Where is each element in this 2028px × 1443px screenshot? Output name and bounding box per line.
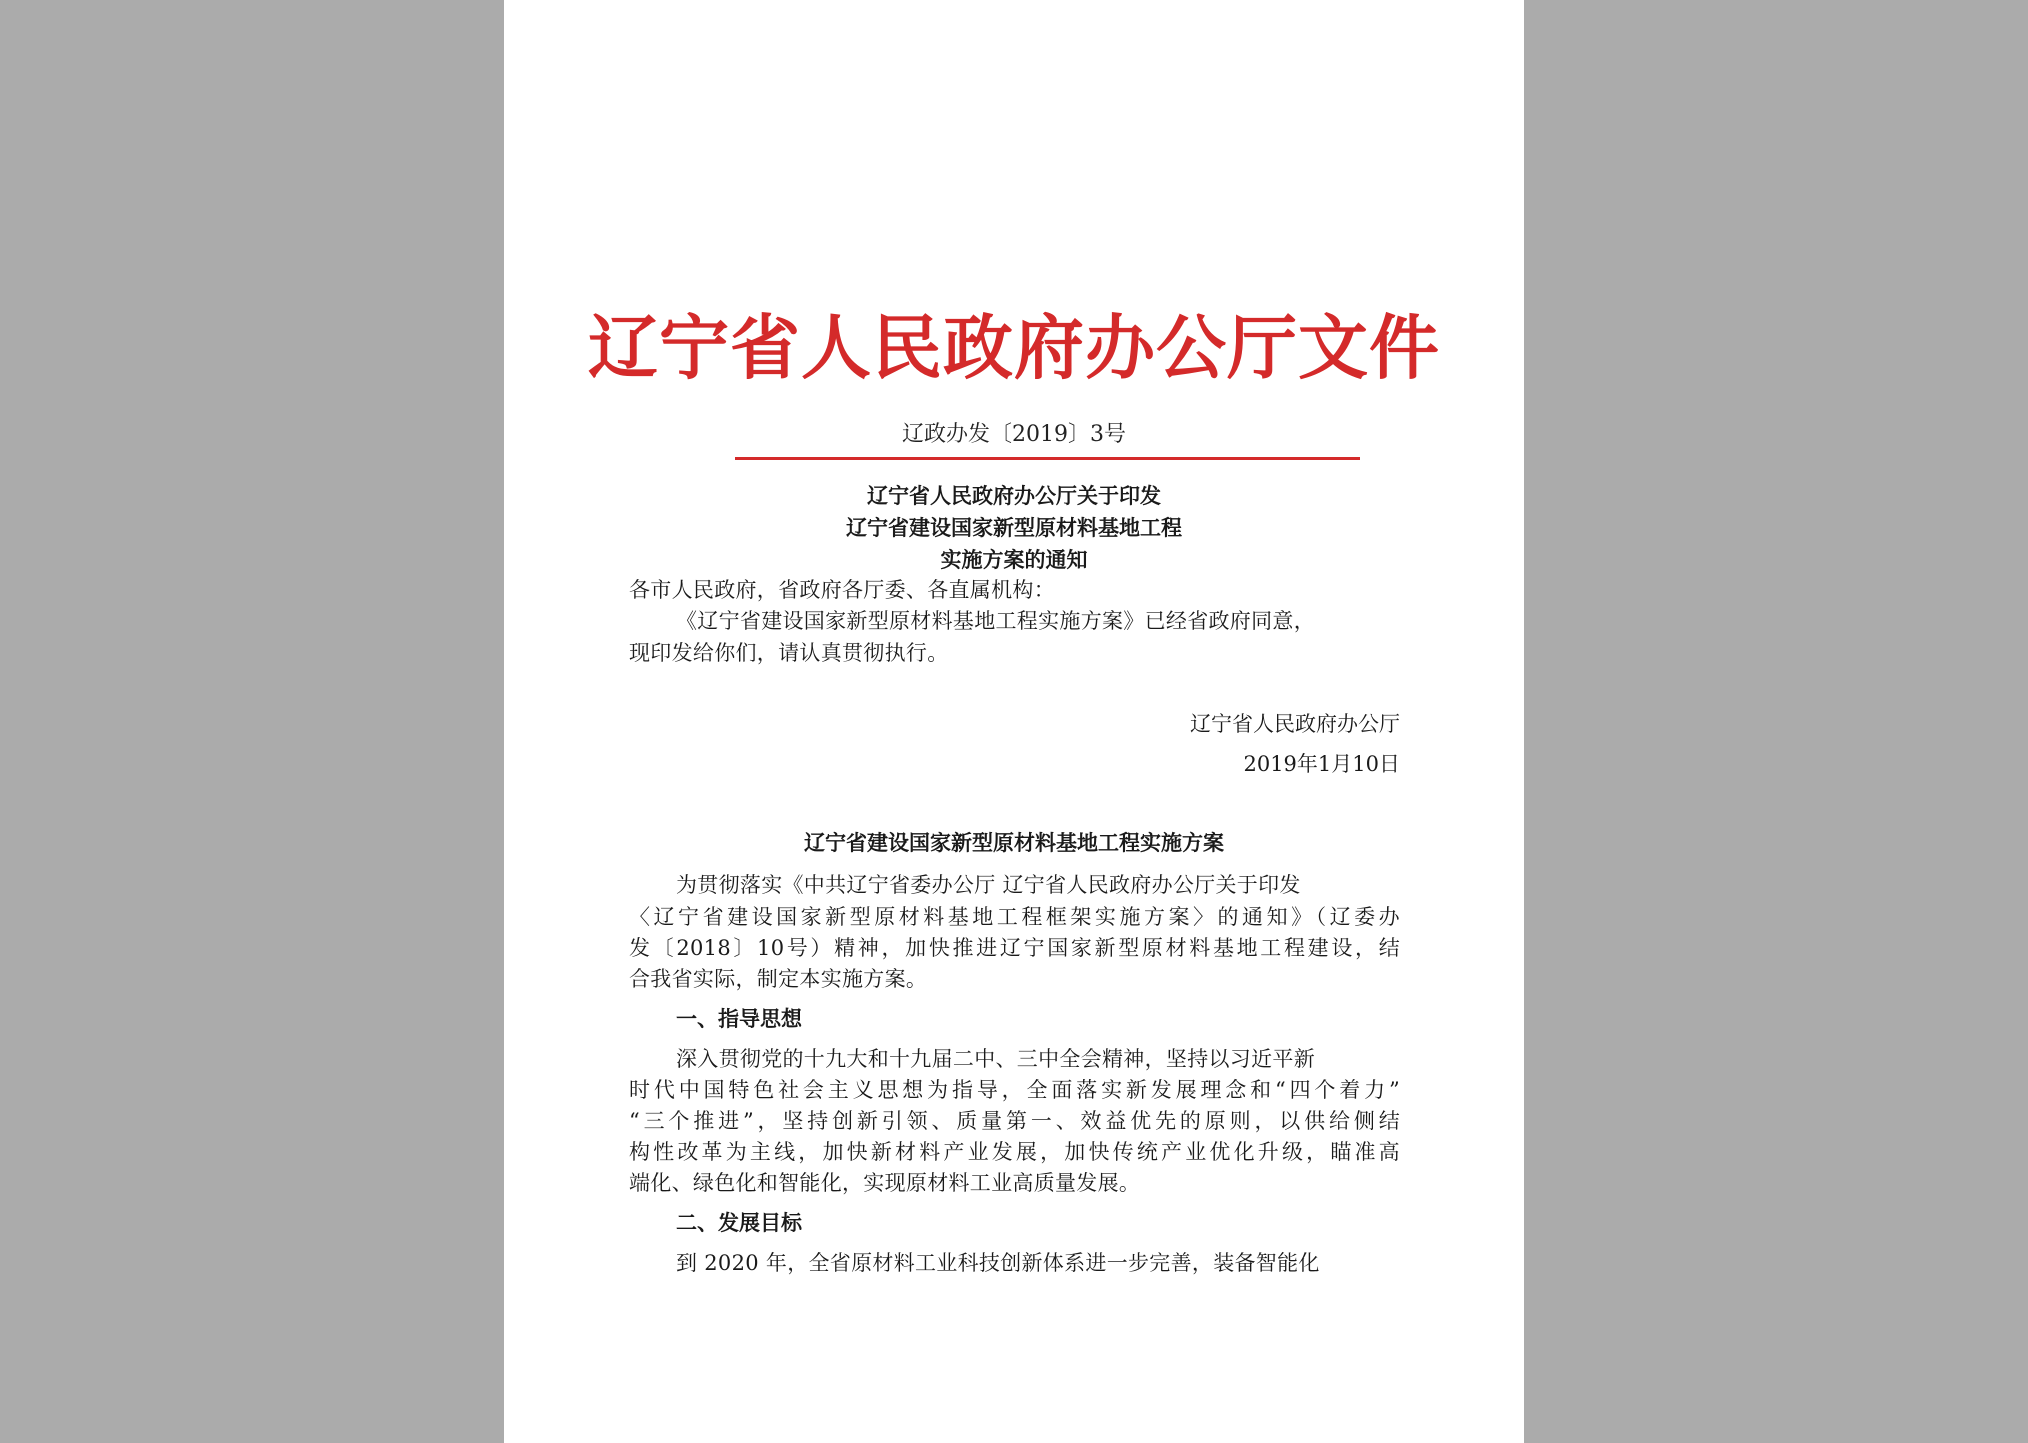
- salutation: 各市人民政府，省政府各厅委、各直属机构：: [629, 578, 1055, 602]
- notice-title-line-1: 辽宁省人民政府办公厅关于印发: [867, 484, 1161, 508]
- section-1-heading: 一、指导思想: [676, 1007, 802, 1031]
- section-1-line-1: 深入贯彻党的十九大和十九届二中、三中全会精神，坚持以习近平新: [676, 1047, 1315, 1071]
- section-1-line-5: 端化、绿色化和智能化，实现原材料工业高质量发展。: [629, 1171, 1141, 1195]
- intro-line-3: 发〔2018〕10号）精神，加快推进辽宁国家新型原材料基地工程建设，结: [629, 936, 1400, 960]
- notice-body-line-1: 《辽宁省建设国家新型原材料基地工程实施方案》已经省政府同意，: [676, 609, 1315, 633]
- section-1-line-4: 构性改革为主线，加快新材料产业发展，加快传统产业优化升级，瞄准高: [629, 1140, 1400, 1164]
- section-1-line-3: “三个推进”，坚持创新引领、质量第一、效益优先的原则，以供给侧结: [629, 1109, 1400, 1133]
- red-divider-line: [735, 457, 1360, 460]
- notice-body-line-2: 现印发给你们，请认真贯彻执行。: [629, 641, 949, 665]
- document-page: [504, 0, 1524, 1443]
- notice-title-line-2: 辽宁省建设国家新型原材料基地工程: [846, 516, 1182, 540]
- masthead-title: 辽宁省人民政府办公厅文件: [588, 307, 1440, 389]
- document-number: 辽政办发〔2019〕3号: [902, 422, 1126, 447]
- intro-line-4: 合我省实际，制定本实施方案。: [629, 967, 928, 991]
- section-2-line-1: 到 2020 年，全省原材料工业科技创新体系进一步完善，装备智能化: [676, 1251, 1320, 1275]
- notice-title-line-3: 实施方案的通知: [940, 548, 1088, 572]
- plan-title: 辽宁省建设国家新型原材料基地工程实施方案: [804, 831, 1224, 855]
- intro-line-2: 〈辽宁省建设国家新型原材料基地工程框架实施方案〉的通知》（辽委办: [629, 905, 1400, 929]
- issuer-signature: 辽宁省人民政府办公厅: [1190, 712, 1400, 736]
- issue-date: 2019年1月10日: [1243, 752, 1400, 776]
- section-2-heading: 二、发展目标: [676, 1211, 802, 1235]
- intro-line-1: 为贯彻落实《中共辽宁省委办公厅 辽宁省人民政府办公厅关于印发: [676, 873, 1301, 897]
- section-1-line-2: 时代中国特色社会主义思想为指导，全面落实新发展理念和“四个着力”: [629, 1078, 1400, 1102]
